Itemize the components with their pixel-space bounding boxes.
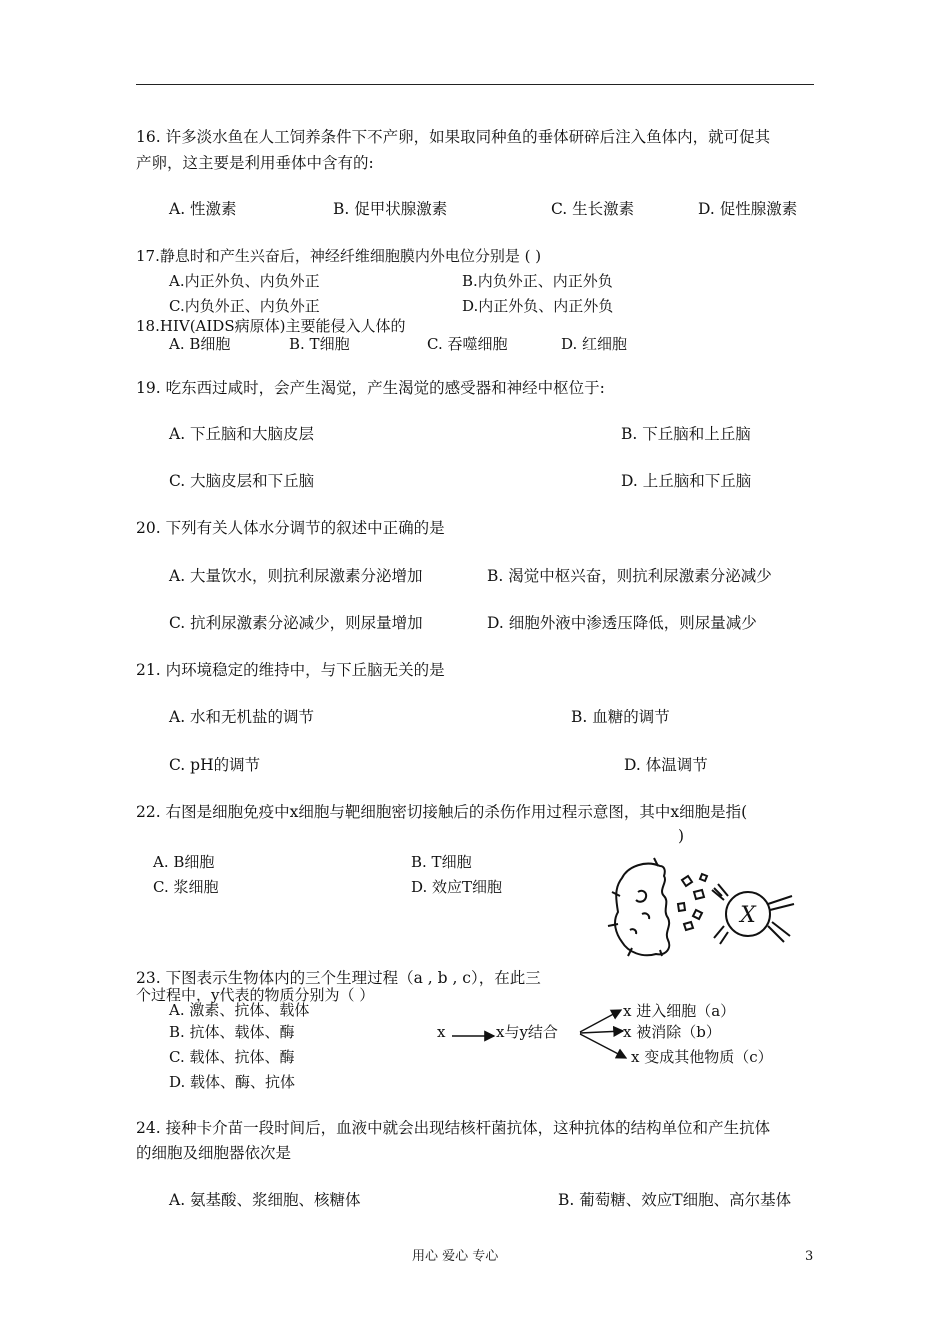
q23-process-arrows: [440, 996, 640, 1076]
q21-option-b: B. 血糖的调节: [571, 708, 670, 726]
arrow-to-c: [580, 1034, 626, 1058]
debris: [678, 874, 707, 930]
q20-option-c: C. 抗利尿激素分泌减少，则尿量增加: [169, 614, 423, 632]
q24-stem-line1: 24. 接种卡介苗一段时间后，血液中就会出现结核杆菌抗体，这种抗体的结构单位和产生抗体: [136, 1119, 771, 1137]
q20-option-a: A. 大量饮水，则抗利尿激素分泌增加: [169, 567, 423, 585]
q21-option-c: C. pH的调节: [169, 756, 261, 774]
q16-option-c: C. 生长激素: [551, 200, 635, 218]
q19-option-d: D. 上丘脑和下丘脑: [621, 472, 752, 490]
q20-option-d: D. 细胞外液中渗透压降低，则尿量减少: [487, 614, 757, 632]
q16-stem-line2: 产卵，这主要是利用垂体中含有的:: [136, 154, 374, 172]
q16-option-a: A. 性激素: [169, 200, 237, 218]
q23-stem-line1: 23. 下图表示生物体内的三个生理过程（a , b , c），在此三: [136, 969, 541, 987]
q23-option-b: B. 抗体、载体、酶: [169, 1023, 295, 1041]
q17-option-d: D.内正外负、内正外负: [462, 297, 614, 315]
arrow-to-a: [580, 1010, 621, 1032]
q18-stem: 18.HIV(AIDS病原体)主要能侵入人体的: [136, 317, 406, 335]
diagram-x-label: x: [437, 1023, 446, 1041]
q22-option-c: C. 浆细胞: [153, 878, 219, 896]
page-number: 3: [805, 1249, 814, 1264]
q24-stem-line2: 的细胞及细胞器依次是: [136, 1144, 292, 1162]
q19-stem: 19. 吃东西过咸时，会产生渴觉，产生渴觉的感受器和神经中枢位于:: [136, 379, 605, 397]
q17-stem: 17.静息时和产生兴奋后，神经纤维细胞膜内外电位分别是 ( ): [136, 247, 542, 265]
receptor-lower: [714, 926, 728, 944]
q24-option-b: B. 葡萄糖、效应T细胞、高尔基体: [558, 1191, 792, 1209]
q22-option-d: D. 效应T细胞: [411, 878, 503, 896]
q19-option-c: C. 大脑皮层和下丘脑: [169, 472, 315, 490]
q22-paren-close: ): [678, 827, 685, 845]
q23-option-d: D. 载体、酶、抗体: [169, 1073, 296, 1091]
q18-option-b: B. T细胞: [289, 335, 350, 353]
q23-option-a: A. 激素、抗体、载体: [169, 1001, 310, 1019]
diagram-output-a: x 进入细胞（a）: [623, 1002, 736, 1020]
q22-option-a: A. B细胞: [153, 853, 215, 871]
q19-option-a: A. 下丘脑和大脑皮层: [169, 425, 315, 443]
q16-option-b: B. 促甲状腺激素: [333, 200, 448, 218]
arrow-to-b: [580, 1031, 623, 1033]
q18-option-d: D. 红细胞: [561, 335, 628, 353]
q21-option-a: A. 水和无机盐的调节: [169, 708, 315, 726]
footer-slogan: 用心 爱心 专心: [412, 1249, 499, 1264]
q22-stem: 22. 右图是细胞免疫中x细胞与靶细胞密切接触后的杀伤作用过程示意图，其中x细胞是指(: [136, 803, 748, 821]
q22-option-b: B. T细胞: [411, 853, 472, 871]
header-rule: [136, 84, 814, 85]
q21-stem: 21. 内环境稳定的维持中，与下丘脑无关的是: [136, 661, 445, 679]
x-cell-label: X: [740, 903, 756, 928]
q24-option-a: A. 氨基酸、浆细胞、核糖体: [169, 1191, 361, 1209]
q17-option-a: A.内正外负、内负外正: [169, 272, 320, 290]
diagram-combine-label: x与y结合: [496, 1023, 558, 1041]
q20-stem: 20. 下列有关人体水分调节的叙述中正确的是: [136, 519, 445, 537]
q23-option-c: C. 载体、抗体、酶: [169, 1048, 295, 1066]
q18-option-c: C. 吞噬细胞: [427, 335, 508, 353]
diagram-output-b: x 被消除（b）: [623, 1023, 721, 1041]
q16-stem-line1: 16. 许多淡水鱼在人工饲养条件下不产卵，如果取同种鱼的垂体研碎后注入鱼体内，就可促其: [136, 128, 771, 146]
q23-stem-line2: 个过程中，y代表的物质分别为（ ）: [136, 986, 375, 1004]
q22-cell-figure: [598, 852, 804, 964]
q20-option-b: B. 渴觉中枢兴奋，则抗利尿激素分泌减少: [487, 567, 772, 585]
q16-option-d: D. 促性腺激素: [698, 200, 798, 218]
receptor-right: [768, 896, 794, 942]
receptor-upper: [712, 884, 728, 900]
q19-option-b: B. 下丘脑和上丘脑: [621, 425, 751, 443]
target-cell: [615, 864, 669, 956]
diagram-output-c: x 变成其他物质（c）: [631, 1048, 773, 1066]
q21-option-d: D. 体温调节: [624, 756, 708, 774]
q17-option-b: B.内负外正、内正外负: [462, 272, 613, 290]
q17-option-c: C.内负外正、内负外正: [169, 297, 320, 315]
q18-option-a: A. B细胞: [169, 335, 231, 353]
